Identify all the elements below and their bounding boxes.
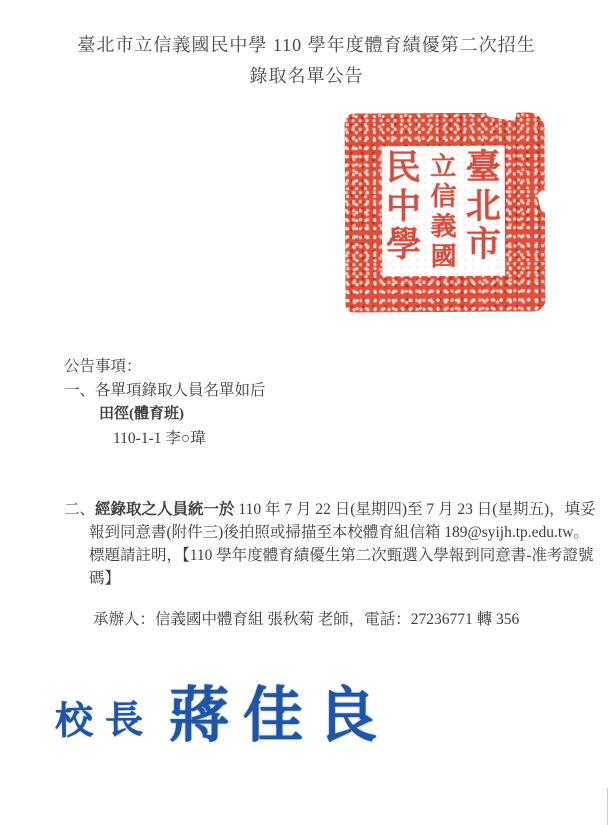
school-seal-stamp	[344, 112, 545, 312]
seal-column-right: 臺北市	[465, 147, 502, 264]
item-2-bold-lead: 經錄取之人員統一於	[95, 501, 235, 518]
event-name: 田徑(體育班)	[99, 406, 184, 422]
item-2-line-3: 標題請註明，【110 學年度體育績優生第二次甄選入學報到同意書-准考證號	[89, 547, 594, 564]
admitted-student: 110-1-1 李○瑋	[113, 430, 206, 447]
document-title	[0, 30, 613, 92]
item-2-line-1-rest: 110 年 7 月 22 日(星期四)至 7 月 23 日(星期五)，填妥	[234, 501, 596, 518]
item-2-line-1	[64, 498, 596, 521]
item-2-prefix: 二、	[64, 501, 96, 518]
signature-principal-name: 蔣佳良	[169, 683, 392, 749]
item-1-text: 一、各單項錄取人員名單如后	[64, 382, 266, 399]
title-line-2: 錄取名單公告	[249, 66, 364, 86]
announcement-heading: 公告事項：	[64, 358, 142, 375]
scan-artifact-line	[607, 788, 608, 825]
contact-line: 承辦人：信義國中體育組 張秋菊 老師，電話：27236771 轉 356	[93, 611, 520, 628]
principal-signature-stamp	[55, 668, 391, 754]
seal-column-left: 民中學	[385, 148, 422, 265]
item-2-paragraph	[64, 498, 596, 590]
seal-column-middle: 立信義國	[430, 151, 457, 271]
seal-inner-face	[382, 146, 506, 277]
signature-role-label: 校長	[54, 698, 156, 743]
item-2-line-2: 報到同意書(附件三)後拍照或掃描至本校體育組信箱 189@syijh.tp.edu.tw。	[89, 524, 589, 541]
title-line-1: 臺北市立信義國民中學 110 學年度體育績優第二次招生	[77, 35, 536, 55]
item-2-line-4: 碼】	[89, 570, 121, 587]
